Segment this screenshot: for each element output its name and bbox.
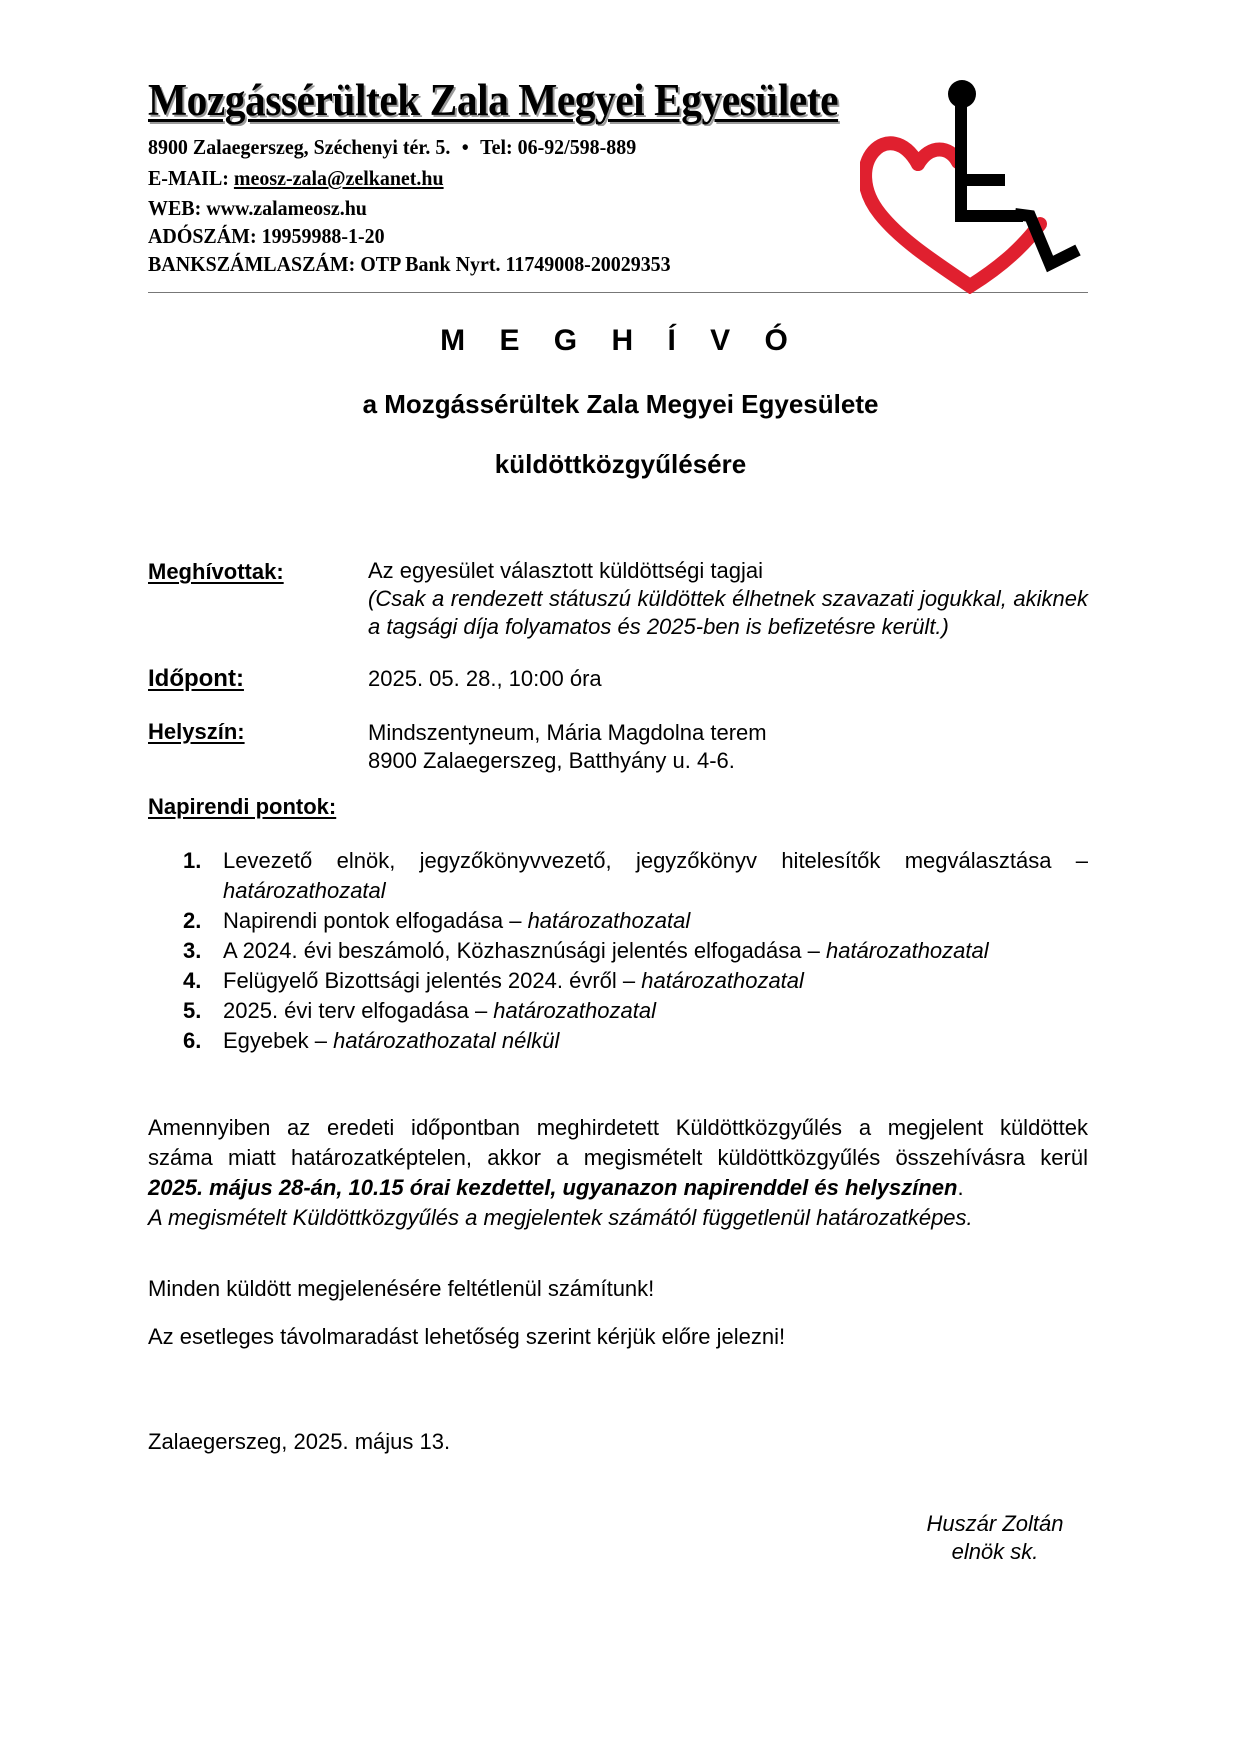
agenda-item-text: Egyebek – — [223, 1028, 334, 1053]
notice-line-2: száma miatt határozatképtelen, akkor a megismételt küldöttközgyűlés összehívásra kerül — [148, 1145, 1088, 1170]
agenda-item-text: Felügyelő Bizottsági jelentés 2024. évről – — [223, 968, 642, 993]
agenda-item-italic: határozathozatal — [527, 908, 691, 933]
agenda-item-number: 2. — [183, 908, 202, 933]
agenda-item-italic: határozathozatal — [825, 938, 989, 963]
agenda-item-number: 5. — [183, 998, 202, 1023]
signatory-name: Huszár Zoltán — [926, 1511, 1064, 1536]
invitees-label: Meghívottak: — [148, 559, 284, 584]
address: 8900 Zalaegerszeg, Széchenyi tér. 5. — [148, 135, 451, 159]
email-line — [148, 166, 444, 191]
signature-block — [900, 1510, 1090, 1566]
agenda-item — [183, 1026, 1088, 1056]
heart-wheelchair-logo-icon — [860, 74, 1090, 294]
signatory-role: elnök sk. — [951, 1539, 1039, 1564]
agenda-item — [183, 846, 1088, 906]
email-label: E-MAIL: — [148, 166, 229, 190]
agenda-item-italic: határozathozatal — [493, 998, 656, 1023]
agenda-label: Napirendi pontok: — [148, 794, 337, 819]
agenda-item-number: 6. — [183, 1028, 202, 1053]
venue-line-2: 8900 Zalaegerszeg, Batthyány u. 4-6. — [368, 748, 735, 773]
agenda-item-number: 1. — [183, 848, 202, 873]
notice-italic: A megismételt Küldöttközgyűlés a megjelentek számától függetlenül határozatképes. — [148, 1205, 973, 1230]
closing-text-1: Minden küldött megjelenésére feltétlenül számítunk! — [148, 1276, 655, 1301]
agenda-item-text: Napirendi pontok elfogadása – — [223, 908, 528, 933]
agenda-item-text: Levezető elnök, jegyzőkönyvvezető, jegyzőkönyv hitelesítők megválasztása – — [223, 848, 1088, 873]
agenda-item — [183, 966, 1088, 996]
bank-account-line: BANKSZÁMLASZÁM: OTP Bank Nyrt. 11749008-20029353 — [148, 252, 671, 276]
phone: Tel: 06-92/598-889 — [480, 135, 637, 159]
agenda-item — [183, 936, 1088, 966]
agenda-item — [183, 996, 1088, 1026]
venue-value — [368, 719, 1088, 775]
agenda-item — [183, 906, 1088, 936]
notice-line-1: Amennyiben az eredeti időpontban meghirdetett Küldöttközgyűlés a megjelent küldöttek — [148, 1115, 1088, 1140]
place-date: Zalaegerszeg, 2025. május 13. — [148, 1429, 451, 1454]
repeat-meeting-notice — [148, 1113, 1088, 1233]
email-link[interactable]: meosz-zala@zelkanet.hu — [233, 166, 444, 190]
tax-id-line: ADÓSZÁM: 19959988-1-20 — [148, 224, 385, 248]
agenda-item-text: 2025. évi terv elfogadása – — [223, 998, 494, 1023]
organization-name: Mozgássérültek Zala Megyei Egyesülete — [148, 75, 839, 125]
agenda-item-italic: határozathozatal nélkül — [333, 1028, 560, 1053]
venue-label: Helyszín: — [148, 719, 245, 744]
separator-bullet: • — [461, 135, 469, 159]
notice-bold-date: 2025. május 28-án, 10.15 órai kezdettel, ugyanazon napirenddel és helyszínen — [148, 1175, 958, 1200]
agenda-item-italic: határozathozatal — [223, 878, 386, 903]
invitees-value — [368, 557, 1088, 641]
time-label: Időpont: — [148, 665, 244, 692]
agenda-item-text: A 2024. évi beszámoló, Közhasznúsági jelentés elfogadása – — [223, 938, 826, 963]
agenda-item-number: 4. — [183, 968, 202, 993]
agenda-list — [183, 846, 1088, 1056]
invitees-text: Az egyesület választott küldöttségi tagjai — [368, 558, 764, 583]
web-line: WEB: www.zalameosz.hu — [148, 196, 367, 220]
invitees-note: (Csak a rendezett státuszú küldöttek élhetnek szavazati jogukkal, akiknek a tagsági díja folyamatos és 2025-ben is befizetésre került.) — [368, 586, 1088, 639]
notice-bold-end: . — [957, 1175, 964, 1200]
agenda-item-italic: határozathozatal — [641, 968, 804, 993]
address-line — [148, 135, 636, 160]
closing-text-2: Az esetleges távolmaradást lehetőség szerint kérjük előre jelezni! — [148, 1324, 786, 1349]
subtitle-event: küldöttközgyűlésére — [494, 449, 747, 479]
time-value: 2025. 05. 28., 10:00 óra — [368, 666, 602, 691]
agenda-item-number: 3. — [183, 938, 202, 963]
venue-line-1: Mindszentyneum, Mária Magdolna terem — [368, 720, 767, 745]
subtitle-organization: a Mozgássérültek Zala Megyei Egyesülete — [362, 389, 879, 419]
document-title: M E G H Í V Ó — [440, 324, 801, 357]
